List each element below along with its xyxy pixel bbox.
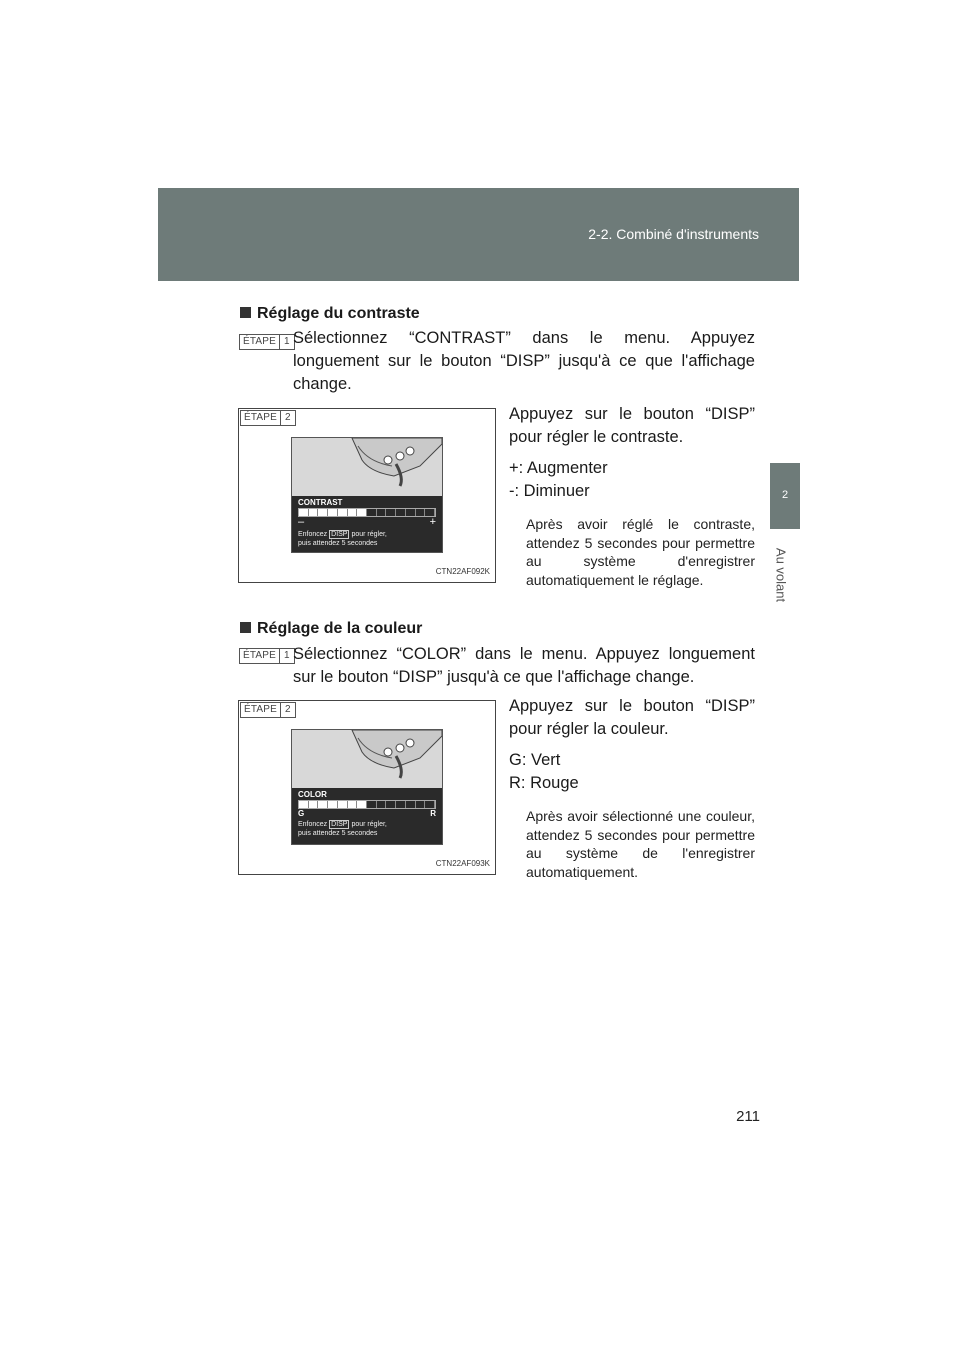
step-badge-word: ÉTAPE <box>241 703 281 717</box>
plus-sign: + <box>429 516 436 528</box>
step-badge-number: 2 <box>285 412 291 423</box>
panel-message: Enfoncez DISP pour régler, puis attendez 5 secondes <box>298 821 387 837</box>
level-segment <box>386 801 396 808</box>
level-segment <box>299 509 309 516</box>
chapter-label <box>766 540 796 610</box>
level-segment <box>396 509 406 516</box>
chapter-label-text: Au volant <box>773 547 789 603</box>
level-segment <box>386 509 396 516</box>
step-badge <box>240 702 296 718</box>
level-segment <box>406 509 416 516</box>
level-segment <box>328 509 338 516</box>
chapter-number: 2 <box>781 489 789 501</box>
step-badge-word: ÉTAPE <box>241 411 281 425</box>
steering-wheel-icon <box>292 730 442 790</box>
panel-title: CONTRAST <box>298 498 343 507</box>
level-segment <box>338 801 348 808</box>
square-bullet-icon <box>240 307 251 318</box>
level-segment <box>425 509 435 516</box>
level-segment <box>318 509 328 516</box>
level-segment <box>416 509 426 516</box>
display-screen <box>291 729 443 845</box>
level-segment <box>396 801 406 808</box>
level-segment <box>406 801 416 808</box>
legend-green: G: Vert <box>509 751 561 769</box>
color-panel <box>292 788 442 844</box>
figure-code: CTN22AF092K <box>435 567 490 576</box>
figure-contrast <box>238 408 496 583</box>
panel-title: COLOR <box>298 790 327 799</box>
level-segment <box>299 801 309 808</box>
level-segment <box>338 509 348 516</box>
note-text: Après avoir réglé le contraste, attendez 5 secondes pour permettre au système d'enregistrer automatiquement le réglage. <box>526 516 755 588</box>
contrast-panel <box>292 496 442 552</box>
section-title-text: Réglage de la couleur <box>257 620 423 637</box>
steering-wheel-icon <box>292 438 442 498</box>
figure-color <box>238 700 496 875</box>
step-badge-number: 2 <box>285 704 291 715</box>
level-segment <box>318 801 328 808</box>
display-screen <box>291 437 443 553</box>
step-badge <box>239 334 295 350</box>
section-title-color <box>240 620 422 638</box>
level-segment <box>367 509 377 516</box>
page-number: 211 <box>736 1108 760 1125</box>
step-badge <box>240 410 296 426</box>
level-segment <box>328 801 338 808</box>
chapter-tab <box>770 463 800 529</box>
level-segment <box>348 509 358 516</box>
section-title-text: Réglage du contraste <box>257 305 420 322</box>
step-text: Appuyez sur le bouton “DISP” pour régler la couleur. <box>509 697 755 738</box>
step-text: Sélectionnez “COLOR” dans le menu. Appuyez longuement sur le bouton “DISP” jusqu'à ce que l'affichage change. <box>293 645 755 686</box>
legend-minus: -: Diminuer <box>509 482 590 500</box>
step-badge-number: 1 <box>284 650 290 661</box>
level-segment <box>377 801 387 808</box>
panel-message: Enfoncez DISP pour régler, puis attendez 5 secondes <box>298 531 387 547</box>
level-segment <box>348 801 358 808</box>
step-text: Sélectionnez “CONTRAST” dans le menu. Appuyez longuement sur le bouton “DISP” jusqu'à ce que l'affichage change. <box>293 329 755 393</box>
square-bullet-icon <box>240 622 251 633</box>
minus-sign: – <box>298 516 305 528</box>
figure-code: CTN22AF093K <box>435 859 490 868</box>
color-level-bar <box>298 800 436 809</box>
level-segment <box>377 509 387 516</box>
level-segment <box>425 801 435 808</box>
level-segment <box>357 509 367 516</box>
step-badge-word: ÉTAPE <box>240 649 280 663</box>
step-badge-word: ÉTAPE <box>240 335 280 349</box>
red-label: R <box>430 809 436 818</box>
level-segment <box>309 801 319 808</box>
level-segment <box>309 509 319 516</box>
step-badge <box>239 648 295 664</box>
level-segment <box>416 801 426 808</box>
section-title-contrast <box>240 305 420 323</box>
contrast-level-bar <box>298 508 436 517</box>
section-breadcrumb: 2-2. Combiné d'instruments <box>588 226 759 242</box>
step-text: Appuyez sur le bouton “DISP” pour régler le contraste. <box>509 405 755 446</box>
legend-plus: +: Augmenter <box>509 459 608 477</box>
note-text: Après avoir sélectionné une couleur, attendez 5 secondes pour permettre au système de l'enregistrer automatiquement. <box>526 808 755 880</box>
legend-red: R: Rouge <box>509 774 579 792</box>
level-segment <box>367 801 377 808</box>
chapter-header <box>158 188 799 281</box>
green-label: G <box>298 809 305 818</box>
disp-key-label: DISP <box>331 531 348 538</box>
level-segment <box>357 801 367 808</box>
disp-key-label: DISP <box>331 821 348 828</box>
step-badge-number: 1 <box>284 336 290 347</box>
